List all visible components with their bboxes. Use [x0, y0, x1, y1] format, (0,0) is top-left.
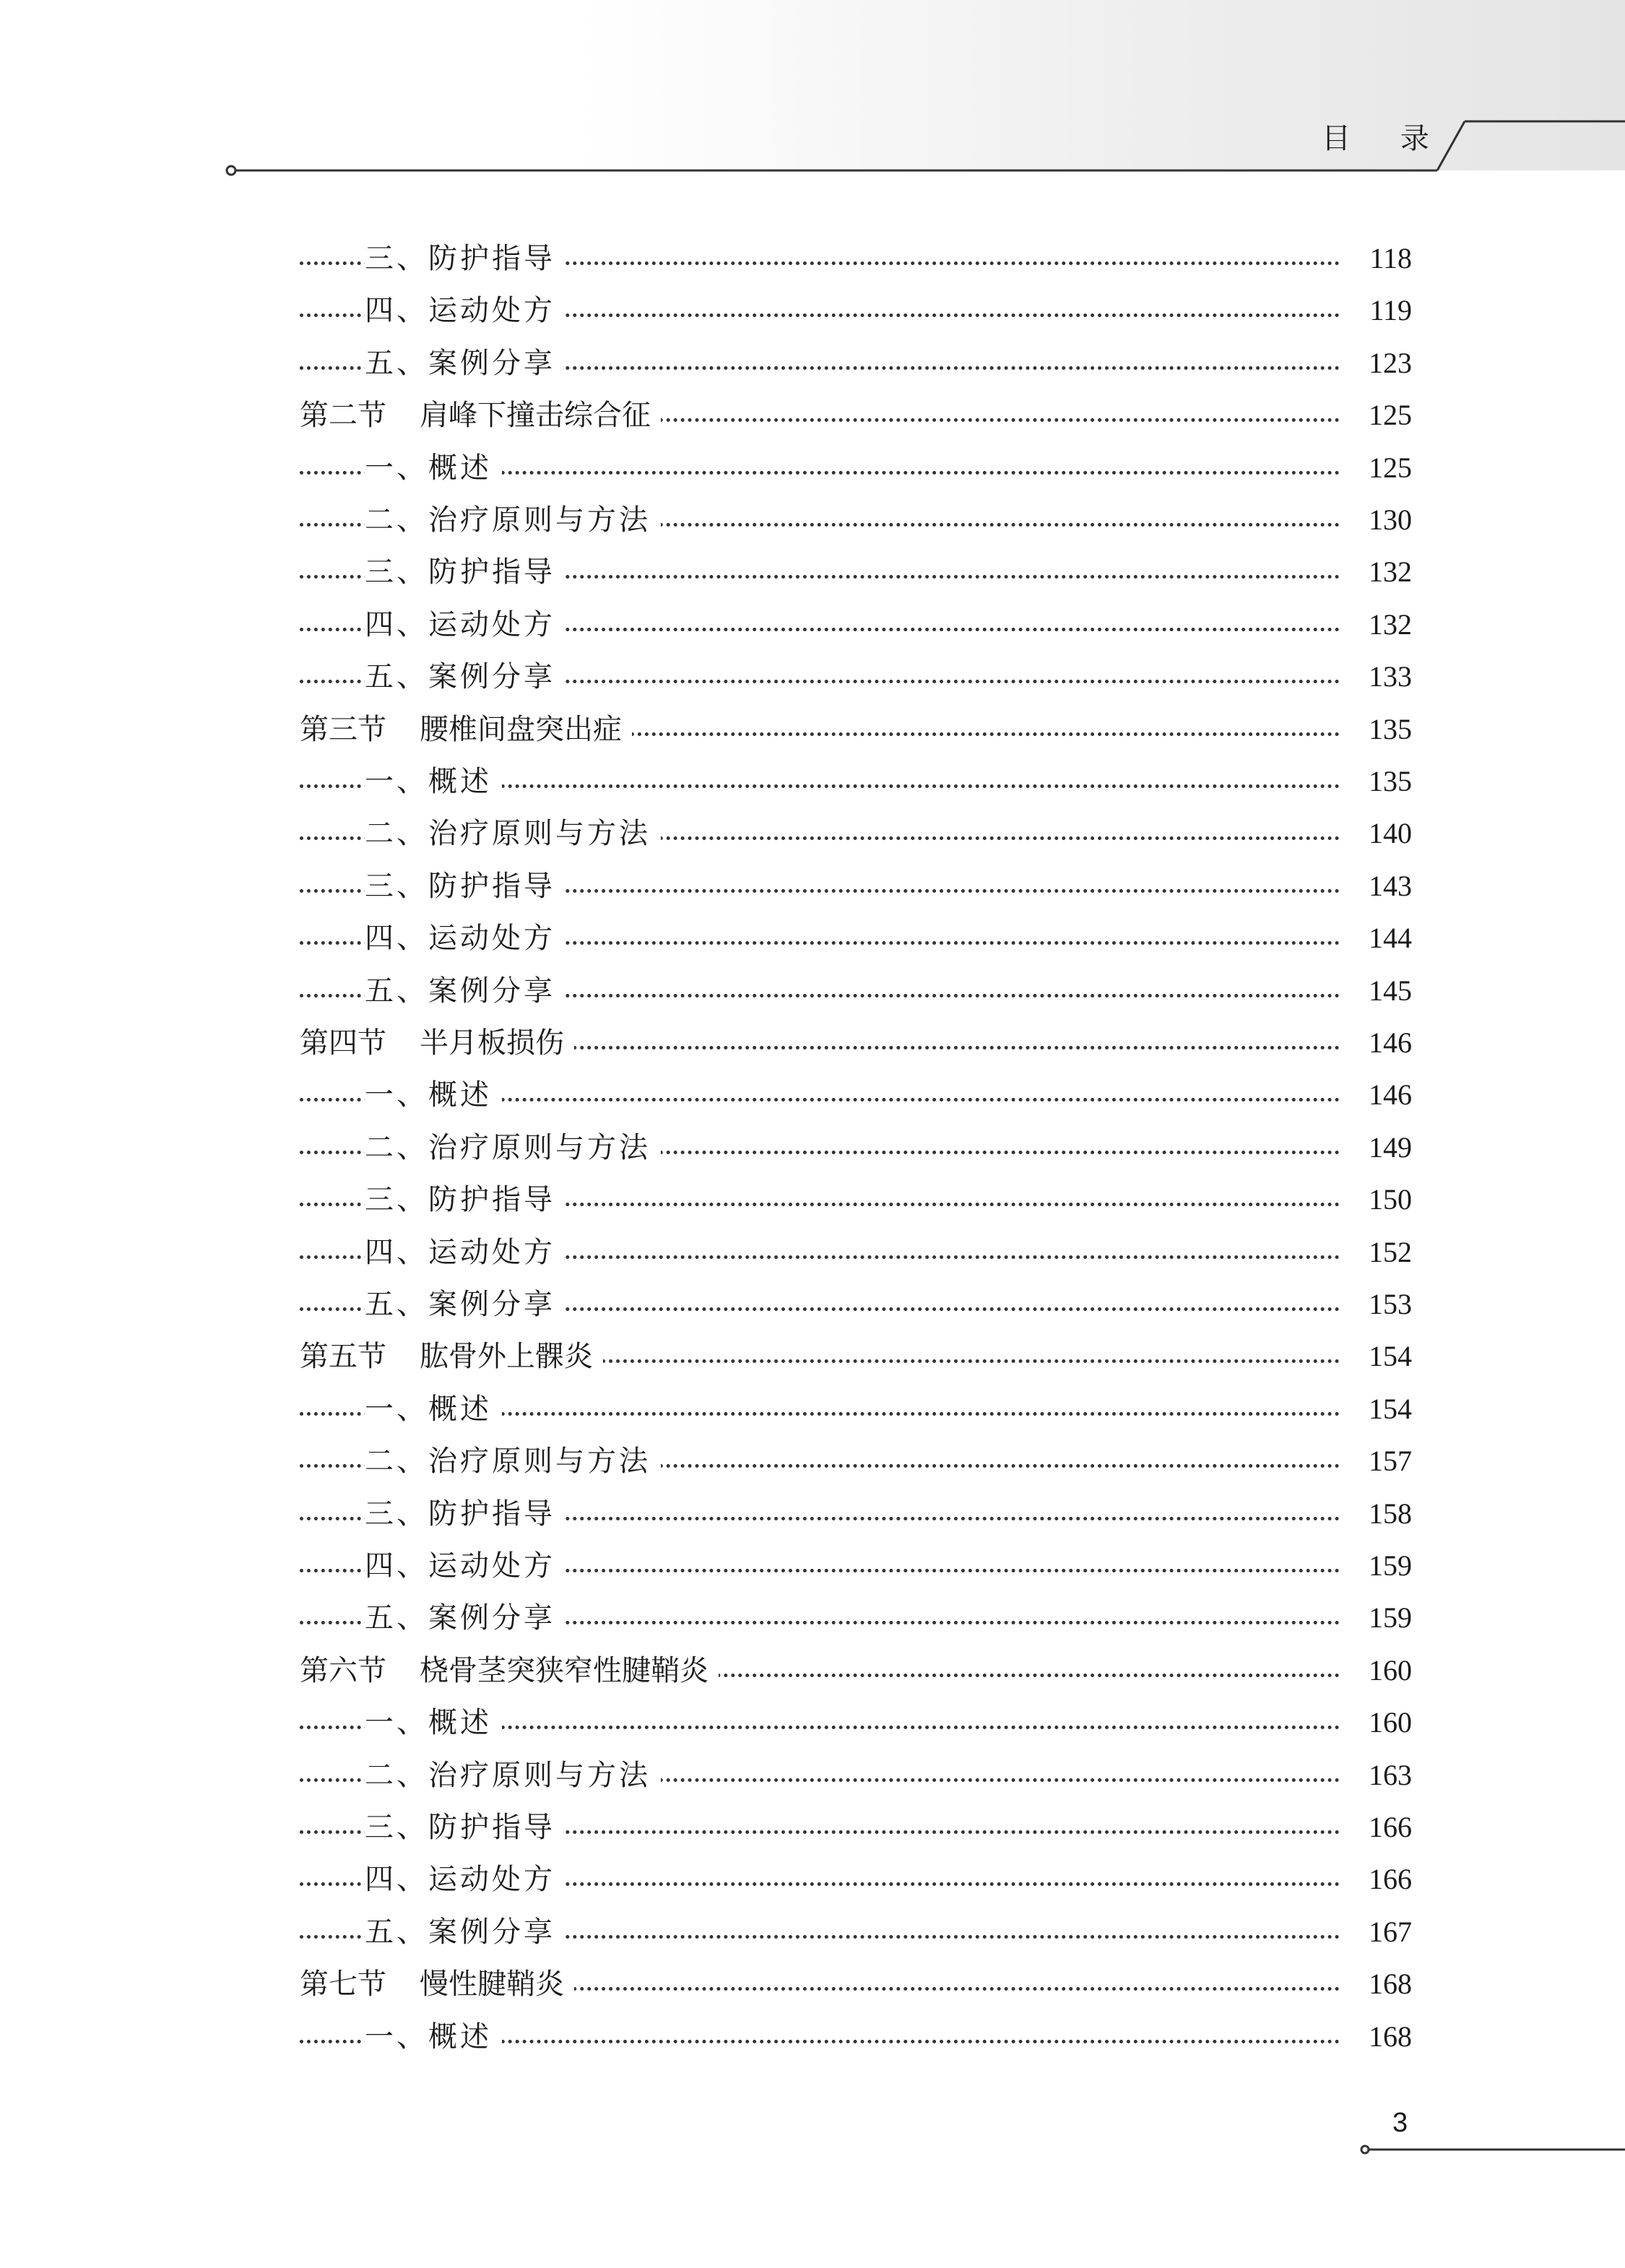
toc-page-number: 146: [1357, 1024, 1412, 1062]
toc-page-number: 149: [1357, 1129, 1412, 1167]
toc-section-name: 桡骨茎突狭窄性腱鞘炎: [420, 1653, 708, 1687]
toc-item-row[interactable]: [0, 546, 1625, 598]
toc-item-row[interactable]: [0, 651, 1625, 703]
toc-section-title: [300, 1652, 719, 1689]
toc-page-number: 130: [1357, 501, 1412, 539]
toc-item-title: 四、运动处方: [365, 292, 566, 329]
toc-section-row[interactable]: [0, 389, 1625, 441]
toc-page-number: 166: [1357, 1861, 1412, 1898]
toc-page-number: 145: [1357, 972, 1412, 1010]
toc-page-number: 152: [1357, 1234, 1412, 1271]
toc-item-title: 五、案例分享: [365, 345, 566, 382]
toc-page-number: 153: [1357, 1286, 1412, 1323]
toc-page-number: 125: [1357, 449, 1412, 487]
toc-section-name: 腰椎间盘突出症: [420, 712, 622, 746]
toc-item-title: 一、概述: [365, 2018, 502, 2056]
toc-section-title: [300, 711, 632, 748]
toc-item-row[interactable]: [0, 1697, 1625, 1749]
header-title: 目 录: [1322, 122, 1450, 155]
toc-item-title: 五、案例分享: [365, 1599, 566, 1637]
toc-page-number: 168: [1357, 1965, 1412, 2003]
toc-section-title: [300, 1338, 603, 1375]
toc-item-row[interactable]: [0, 912, 1625, 964]
toc-page-number: 157: [1357, 1442, 1412, 1480]
toc-section-row[interactable]: [0, 1645, 1625, 1697]
toc-page-number: 133: [1357, 658, 1412, 696]
toc-page-number: 154: [1357, 1338, 1412, 1375]
toc-item-title: 三、防护指导: [365, 553, 566, 591]
toc-item-title: 三、防护指导: [365, 1495, 566, 1533]
toc-item-row[interactable]: [0, 965, 1625, 1017]
toc-item-title: 五、案例分享: [365, 1286, 566, 1323]
toc-item-title: 一、概述: [365, 763, 502, 800]
toc-item-title: 一、概述: [365, 1704, 502, 1741]
toc-item-row[interactable]: [0, 2011, 1625, 2063]
toc-section-row[interactable]: [0, 1017, 1625, 1069]
toc-item-row[interactable]: [0, 1801, 1625, 1853]
toc-page-number: 123: [1357, 345, 1412, 382]
toc-page-number: 160: [1357, 1704, 1412, 1741]
toc-item-row[interactable]: [0, 1226, 1625, 1278]
toc-item-title: 四、运动处方: [365, 919, 566, 957]
toc-item-title: 二、治疗原则与方法: [365, 501, 661, 539]
toc-section-number: 第七节: [300, 1968, 386, 2001]
toc-item-row[interactable]: [0, 1853, 1625, 1905]
toc-item-title: 四、运动处方: [365, 606, 566, 644]
toc-item-row[interactable]: [0, 808, 1625, 860]
toc-page-number: 140: [1357, 815, 1412, 852]
toc-item-title: 五、案例分享: [365, 1913, 566, 1951]
header-rule: [0, 0, 1625, 188]
toc-item-row[interactable]: [0, 599, 1625, 651]
toc-page-number: 167: [1357, 1913, 1412, 1951]
toc-item-row[interactable]: [0, 1278, 1625, 1330]
toc-page-number: 158: [1357, 1495, 1412, 1533]
toc-item-title: 二、治疗原则与方法: [365, 815, 661, 852]
toc-item-title: 三、防护指导: [365, 240, 566, 277]
toc-item-row[interactable]: [0, 285, 1625, 337]
toc-item-title: 三、防护指导: [365, 867, 566, 905]
toc-item-row[interactable]: [0, 1174, 1625, 1226]
toc-page-number: 166: [1357, 1809, 1412, 1846]
toc-item-title: 三、防护指导: [365, 1809, 566, 1846]
toc-item-title: 四、运动处方: [365, 1547, 566, 1585]
toc-item-title: 二、治疗原则与方法: [365, 1129, 661, 1167]
toc-item-title: 三、防护指导: [365, 1181, 566, 1219]
toc-section-row[interactable]: [0, 704, 1625, 756]
header-rule-dot: [227, 166, 235, 175]
toc-section-row[interactable]: [0, 1958, 1625, 2010]
toc-page-number: 150: [1357, 1181, 1412, 1219]
toc-section-name: 慢性腱鞘炎: [420, 1968, 564, 2001]
toc-item-title: 五、案例分享: [365, 972, 566, 1010]
toc-section-name: 肱骨外上髁炎: [420, 1340, 593, 1374]
toc-item-row[interactable]: [0, 1749, 1625, 1801]
toc-section-row[interactable]: [0, 1330, 1625, 1382]
toc-page-number: 135: [1357, 763, 1412, 800]
toc-item-title: 一、概述: [365, 449, 502, 487]
toc-item-row[interactable]: [0, 1906, 1625, 1958]
toc-item-row[interactable]: [0, 1435, 1625, 1487]
toc-item-row[interactable]: [0, 442, 1625, 494]
toc-item-row[interactable]: [0, 860, 1625, 912]
toc-item-title: 一、概述: [365, 1390, 502, 1428]
toc-item-title: 五、案例分享: [365, 658, 566, 696]
toc-page-number: 146: [1357, 1076, 1412, 1114]
toc-page-number: 132: [1357, 606, 1412, 644]
toc-page-number: 118: [1358, 240, 1412, 277]
toc-section-name: 半月板损伤: [420, 1026, 564, 1060]
toc-item-row[interactable]: [0, 1592, 1625, 1644]
toc-section-name: 肩峰下撞击综合征: [420, 399, 651, 433]
toc-item-title: 二、治疗原则与方法: [365, 1442, 661, 1480]
toc-page-number: 160: [1357, 1652, 1412, 1689]
toc-section-number: 第二节: [300, 399, 386, 433]
toc-page-number: 119: [1358, 292, 1412, 329]
toc-page-number: 159: [1357, 1599, 1412, 1637]
toc-page-number: 154: [1357, 1390, 1412, 1428]
toc-item-row[interactable]: [0, 1383, 1625, 1435]
toc-section-number: 第四节: [300, 1026, 386, 1060]
toc-page-number: 125: [1357, 397, 1412, 434]
toc-section-title: [300, 397, 661, 434]
toc-page-number: 135: [1357, 711, 1412, 748]
toc-section-number: 第三节: [300, 712, 386, 746]
toc-item-row[interactable]: [0, 494, 1625, 546]
footer-rule-dot: [1361, 2146, 1369, 2153]
toc-page-number: 159: [1357, 1547, 1412, 1585]
toc-item-row[interactable]: [0, 756, 1625, 808]
toc-item-row[interactable]: [0, 1069, 1625, 1121]
page-number: 3: [1392, 2108, 1408, 2138]
toc-item-row[interactable]: [0, 1122, 1625, 1174]
toc-section-title: [300, 1024, 574, 1062]
toc-page-number: 163: [1357, 1757, 1412, 1794]
toc-item-title: 二、治疗原则与方法: [365, 1757, 661, 1794]
toc-page-number: 143: [1357, 867, 1412, 905]
toc-section-title: [300, 1965, 574, 2003]
toc-page-number: 168: [1357, 2018, 1412, 2056]
toc-page-number: 132: [1357, 553, 1412, 591]
toc-item-row[interactable]: [0, 1540, 1625, 1592]
toc-section-number: 第五节: [300, 1340, 386, 1374]
toc-item-row[interactable]: [0, 1488, 1625, 1540]
toc-item-row[interactable]: [0, 233, 1625, 285]
toc-page-number: 144: [1357, 919, 1412, 957]
toc-section-number: 第六节: [300, 1653, 386, 1687]
toc-item-title: 一、概述: [365, 1076, 502, 1114]
toc-item-title: 四、运动处方: [365, 1234, 566, 1271]
toc-item-row[interactable]: [0, 337, 1625, 389]
toc-item-title: 四、运动处方: [365, 1861, 566, 1898]
